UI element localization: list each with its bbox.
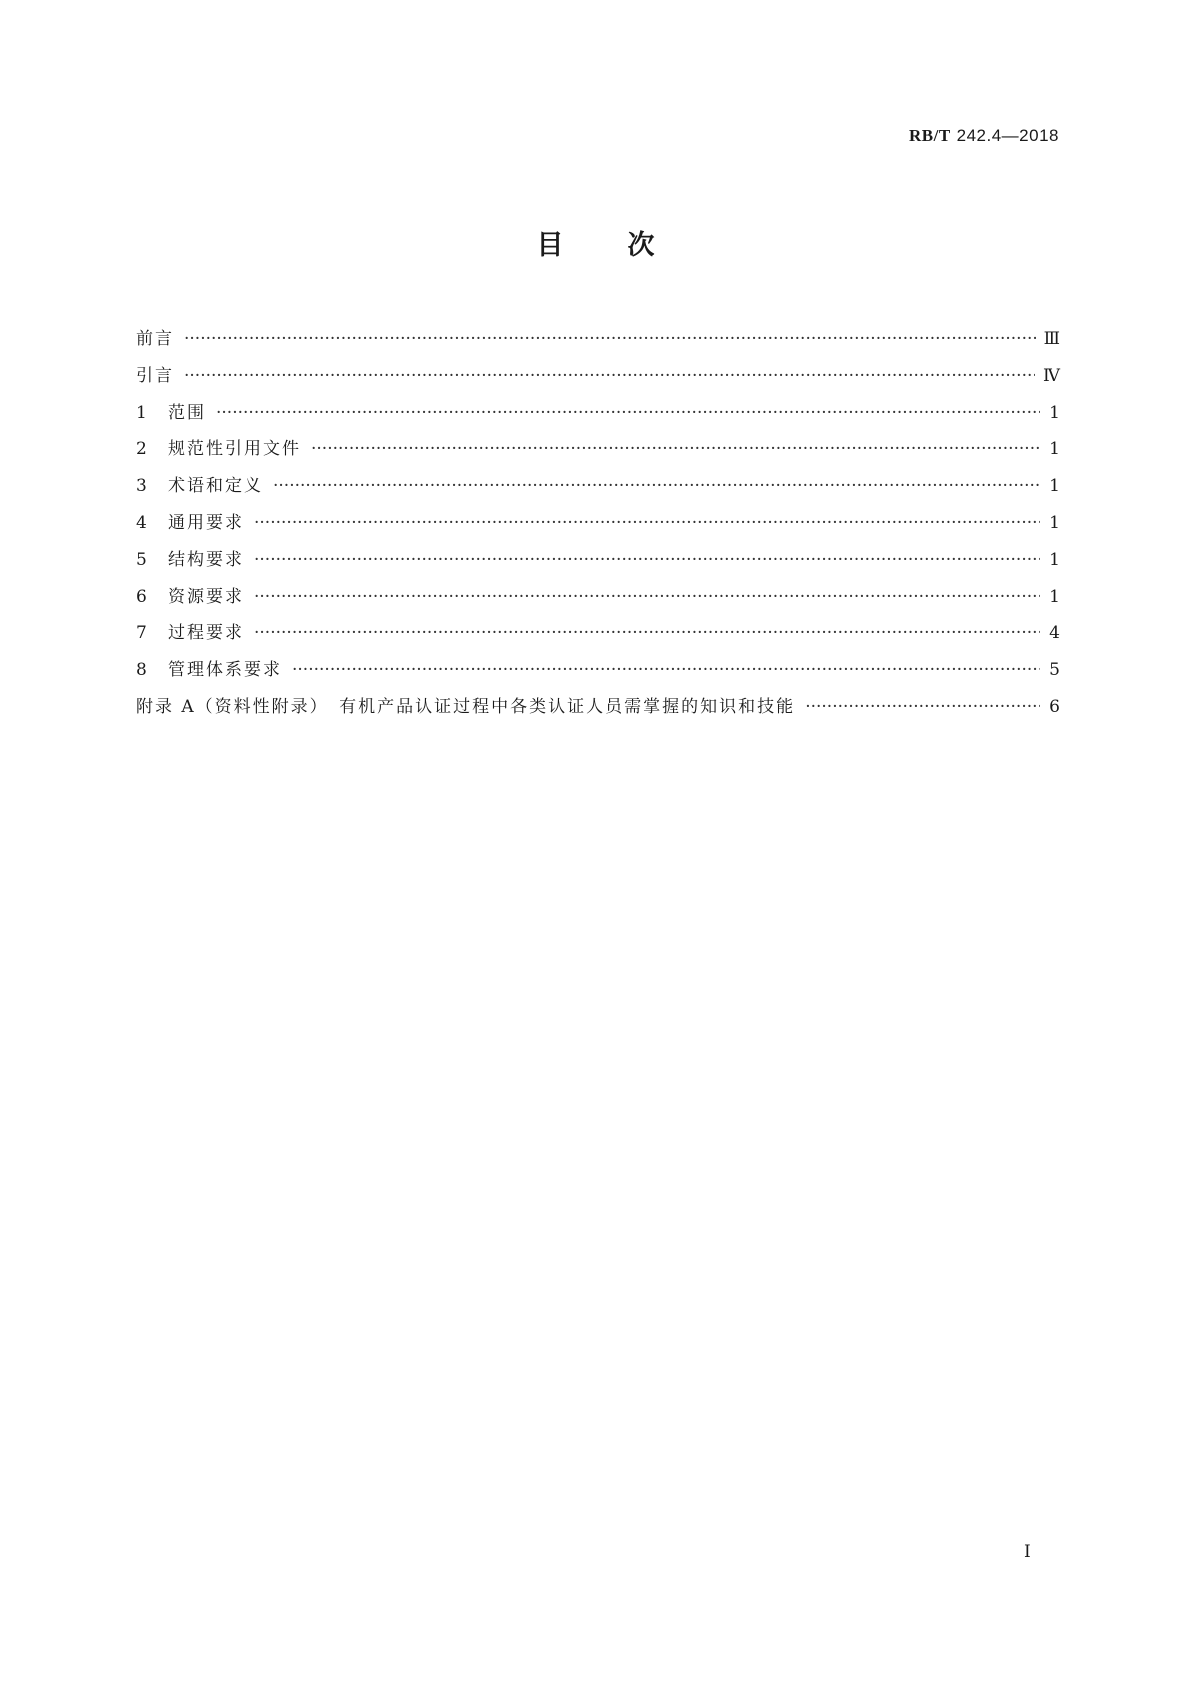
standard-code xyxy=(909,126,1059,146)
table-of-contents xyxy=(136,327,1060,732)
toc-entry-page: Ⅲ xyxy=(1043,329,1060,349)
toc-entry-label: 过程要求 xyxy=(168,623,244,644)
toc-entry-process-requirements[interactable] xyxy=(136,621,1060,658)
dot-leader xyxy=(311,437,1040,461)
toc-entry-structural-requirements[interactable] xyxy=(136,548,1060,585)
toc-entry-label: 通用要求 xyxy=(168,512,244,533)
toc-entry-page: 1 xyxy=(1049,476,1060,497)
toc-entry-page: 6 xyxy=(1049,696,1060,717)
toc-entry-annex-a[interactable] xyxy=(136,695,1060,732)
toc-entry-page: 1 xyxy=(1049,439,1060,460)
toc-entry-label: 范围 xyxy=(168,402,206,423)
toc-entry-label: 引言 xyxy=(136,365,174,386)
dot-leader xyxy=(254,511,1040,535)
toc-entry-label: 前言 xyxy=(136,329,174,349)
dot-leader xyxy=(273,474,1040,498)
toc-entry-number: 3 xyxy=(136,476,147,497)
toc-entry-page: Ⅳ xyxy=(1043,365,1060,386)
toc-entry-label: 结构要求 xyxy=(168,549,244,570)
page-number: Ⅰ xyxy=(1024,1542,1031,1562)
toc-entry-number: 6 xyxy=(136,586,147,607)
toc-entry-foreword[interactable] xyxy=(136,327,1060,364)
toc-entry-scope[interactable] xyxy=(136,401,1060,438)
standard-number: 242.4—2018 xyxy=(956,126,1059,145)
toc-entry-number: 4 xyxy=(136,512,147,533)
toc-entry-page: 1 xyxy=(1049,549,1060,570)
toc-entry-number: 5 xyxy=(136,549,147,570)
toc-entry-label: 管理体系要求 xyxy=(168,660,282,681)
toc-entry-page: 1 xyxy=(1049,402,1060,423)
toc-entry-number: 1 xyxy=(136,402,147,423)
toc-entry-page: 1 xyxy=(1049,512,1060,533)
dot-leader xyxy=(254,621,1040,645)
standard-prefix: RB/T xyxy=(909,126,951,145)
dot-leader xyxy=(805,695,1040,719)
toc-entry-label: 术语和定义 xyxy=(168,476,263,497)
dot-leader xyxy=(254,548,1040,572)
toc-entry-number: 8 xyxy=(136,660,147,681)
toc-entry-page: 1 xyxy=(1049,586,1060,607)
dot-leader xyxy=(216,401,1040,425)
dot-leader xyxy=(184,327,1036,351)
toc-entry-number: 2 xyxy=(136,439,147,460)
dot-leader xyxy=(184,364,1035,388)
toc-entry-normative-references[interactable] xyxy=(136,437,1060,474)
dot-leader xyxy=(292,658,1040,682)
dot-leader xyxy=(254,585,1040,609)
toc-entry-page: 5 xyxy=(1049,660,1060,681)
toc-entry-label: 附录 A（资料性附录） 有机产品认证过程中各类认证人员需掌握的知识和技能 xyxy=(136,696,796,717)
toc-entry-resource-requirements[interactable] xyxy=(136,585,1060,622)
toc-entry-label: 资源要求 xyxy=(168,586,244,607)
toc-entry-label: 规范性引用文件 xyxy=(168,439,301,460)
toc-entry-page: 4 xyxy=(1049,623,1060,644)
page-title: 目次 xyxy=(536,230,719,261)
toc-entry-general-requirements[interactable] xyxy=(136,511,1060,548)
toc-entry-terms-definitions[interactable] xyxy=(136,474,1060,511)
toc-entry-management-system-requirements[interactable] xyxy=(136,658,1060,695)
toc-entry-number: 7 xyxy=(136,623,147,644)
toc-entry-introduction[interactable] xyxy=(136,364,1060,401)
